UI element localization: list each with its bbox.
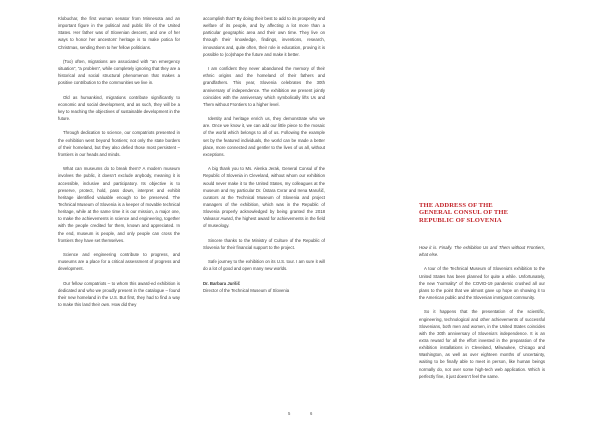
paragraph: What can museums do to break them? A modern museum involves the public, it doesn’t exclude anybody, meaning it is accessible, inclusive and participatory. Its objective is to preserve, protect, hold, pass down, interpret and exhibit heritage identified valuable enough to be preserved. The Technical Museum of Slovenia is a keeper of movable technical heritage, while at the same time it is our mission, a major one, to make the achievements in science and engineering, together with the people credited for them, known and appreciated. In the end, museum is people, and only people can cross the frontiers they have set themselves. — [58, 166, 180, 243]
left-page-column-2 — [203, 15, 325, 294]
paragraph: Science and engineering contribute to progress, and museums are a place for a critical assessment of progress and development. — [58, 252, 180, 272]
paragraph: Identity and heritage enrich us, they demonstrate who we are. Once we know it, we can add our little piece to the mosaic of the world which belongs to all of us. Following the example set by the featured individuals, the world can be made a better place, more connected and gentler to the lives of us all, without exceptions. — [203, 116, 325, 157]
section-heading — [419, 202, 549, 224]
page-number-left: 5 — [288, 411, 291, 416]
intro-prefix: How it is. Finally. The exhibition — [419, 245, 484, 250]
heading-line: THE ADDRESS OF THE — [419, 202, 493, 209]
paragraph: Sincere thanks to the Ministry of Culture of the Republic of Slovenia for their financial support to the project. — [203, 237, 325, 250]
paragraph: Safe journey to the exhibition on its U.S. tour. I am sure it will do a lot of good and open many new worlds. — [203, 259, 325, 272]
paragraph: accomplish that? By doing their best to add to its prosperity and welfare of its people, and by affecting a lot more than a particular geographic area and their own time. They live on through their knowledge, findings, inventions, research, innovations and, quite often, their role in education, proving it is possible to (co)shape the future and make it better. — [203, 16, 325, 57]
page-number-right: 6 — [310, 411, 313, 416]
paragraph: Old as humankind, migrations contribute significantly to economic and social development, and as such, they will be a key to reaching the objectives of sustainable development in the future. — [58, 94, 180, 122]
paragraph: (Too) often, migrations are associated with “an emergency situation”, “a problem”, while completely ignoring that they are a historical and social structural phenomenon that makes a positive contribution to the communities we live in. — [58, 58, 180, 86]
paragraph: Klobuchar, the first woman senator from Minnesota and an important figure in the political and public life of the United States. Her father was of Slovenian descent, and one of her ways to honor her ancestors’ heritage is to make potica for Christmas, sending them to her fellow politicians. — [58, 16, 180, 50]
paragraph: So it happens that the presentation of the scientific, engineering, technological and other achievements of successful Slovenians, both men and women, in the United States coincides with the 30th anniversary of Slovenia’s independence. It is an extra reward for all the effort invested in the preparation of the exhibition installations in Cleveland, Milwaukee, Chicago and Washington, as well as over eighteen months of uncertainty, waiting to be finally able to meet in person, like human beings normally do, not over some high-tech web application. Which is perfectly fine, it just doesn’t feel the same. — [419, 309, 545, 379]
signature-name: Dr. Barbara Juršič — [203, 280, 241, 286]
intro-suffix: , what else. — [419, 245, 545, 258]
right-page-column — [419, 244, 545, 387]
paragraph: I am confident they never abandoned the memory of their ethnic origins and the homeland of their fathers and grandfathers. This year, Slovenia celebrates the 30th anniversary of independence. The exhibition we present jointly coincides with the anniversary which symbolically lifts Us and Them without Frontiers to a higher level. — [203, 66, 325, 107]
signature-title: Director of the Technical Museum of Slovenia — [203, 287, 290, 293]
heading-line: REPUBLIC OF SLOVENIA — [419, 216, 502, 224]
paragraph: A big thank you to Ms. Alenka Jerak, General Consul of the Republic of Slovenia in Cleveland, without whom our exhibition would never make it to the United States, my colleagues at the museum and my particular Dr. Üstara Cvrar and Irena Marušič, curators at the Technical Museum of Slovenia and project managers of the exhibition, which was in the Republic of Slovenia properly acknowledged by being granted the 2018 Valvasor Award, the highest award for achievements in the field of museology. — [203, 166, 325, 229]
paragraph: Our fellow compatriots – to whom this award-ed exhibition is dedicated and who we proudly present in the catalogue – found their new homeland in the U.S. But first, they had to find a way to make this land their own. How did they — [58, 280, 180, 308]
exhibition-title: Us and Them without Frontiers — [483, 245, 544, 250]
paragraph: Through dedication to science, our compatriots presented in the exhibition went beyond frontiers; not only the state borders of their homeland, but they also defied those most persistent – frontiers in our heads and minds. — [58, 130, 180, 157]
left-page-column-1 — [58, 15, 180, 315]
heading-line: GENERAL CONSUL OF THE — [419, 209, 509, 217]
paragraph: A tour of the Technical Museum of Slovenia’s exhibition to the United States has been planned for quite a while. Unfortunately, the new “normality” of the COVID-19 pandemic crushed all our plans to the point that we almost gave up hope on showing it to the American public and the Slovenian immigrant community. — [419, 266, 545, 301]
intro-paragraph — [419, 244, 545, 258]
